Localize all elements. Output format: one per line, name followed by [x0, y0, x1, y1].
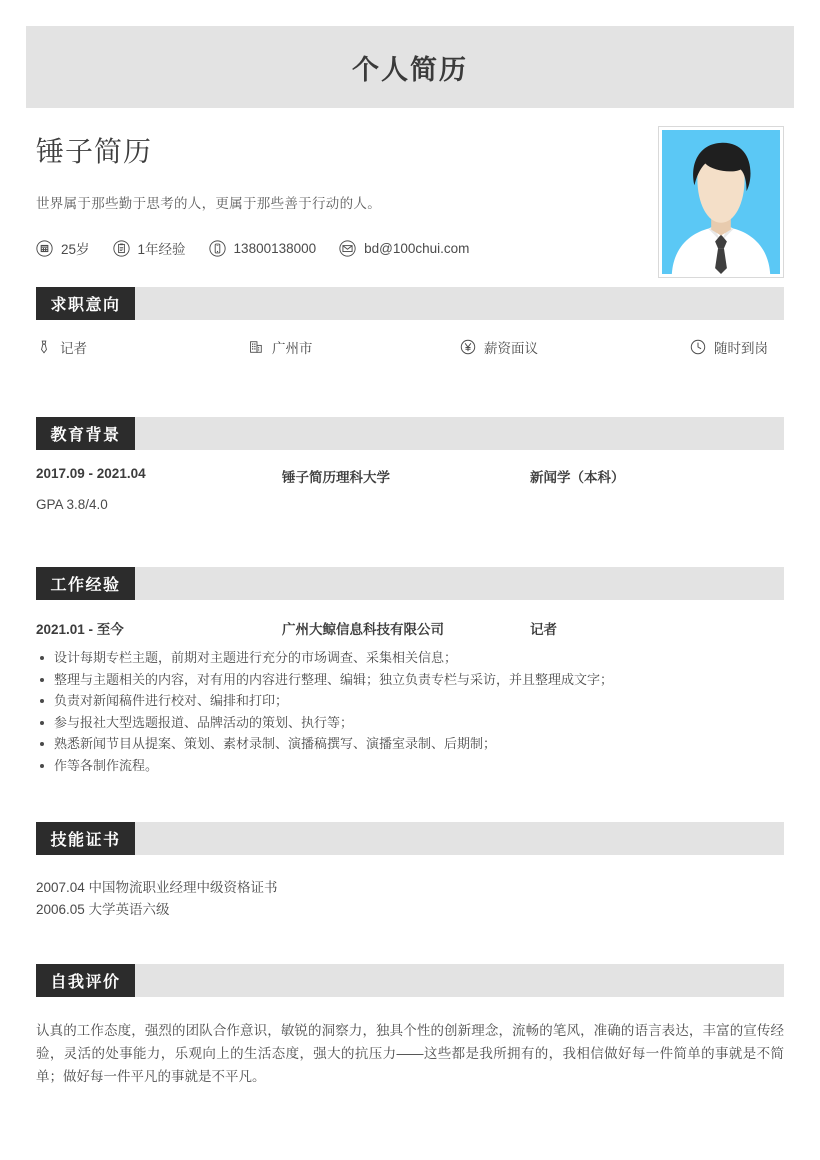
contact-item-experience — [113, 238, 186, 258]
section-self-evaluation — [0, 964, 784, 1088]
list-item: 设计每期专栏主题，前期对主题进行充分的市场调查、采集相关信息； — [36, 647, 784, 669]
education-major: 新闻学（本科） — [530, 470, 625, 485]
profile-details — [36, 126, 469, 258]
section-certificates — [0, 822, 784, 921]
education-entry-row — [36, 466, 784, 486]
work-period: 2021.01 - 至今 — [36, 622, 124, 637]
section-header-job-intention — [36, 287, 784, 320]
section-header-self-evaluation — [36, 964, 784, 997]
list-item: 整理与主题相关的内容，对有用的内容进行整理、编辑；独立负责专栏与采访，并且整理成文字； — [36, 669, 784, 691]
job-intention-city — [248, 337, 460, 357]
self-evaluation-body — [36, 1019, 784, 1088]
job-intention-row — [36, 337, 784, 357]
candidate-name: 锤子简历 — [36, 136, 153, 167]
work-position: 记者 — [530, 622, 557, 637]
job-intention-availability-value: 随时到岗 — [714, 341, 768, 356]
certificate-line: 2006.05 大学英语六级 — [36, 902, 170, 917]
yen-icon — [460, 339, 476, 355]
job-intention-salary — [460, 337, 690, 357]
work-entry-row — [36, 618, 784, 638]
education-detail: GPA 3.8/4.0 — [36, 497, 108, 512]
work-entries — [36, 618, 784, 776]
contact-value-email: bd@100chui.com — [364, 240, 470, 256]
education-period: 2017.09 - 2021.04 — [36, 466, 146, 481]
page-title: 个人简历 — [352, 54, 468, 85]
self-evaluation-text: 认真的工作态度，强烈的团队合作意识，敏锐的洞察力，独具个性的创新理念，流畅的笔风，准确的语言表达，丰富的宣传经验，灵活的处事能力，乐观向上的生活态度，强大的抗压力——这些都是我所拥有的，我相信做好每一件简单的事就是不简单；做好每一件平凡的事就是不平凡。 — [36, 1023, 784, 1084]
tie-icon — [36, 339, 52, 355]
section-title-job-intention: 求职意向 — [36, 287, 135, 320]
education-school: 锤子简历理科大学 — [282, 470, 390, 485]
contact-value-experience: 1年经验 — [137, 242, 186, 257]
section-title-certificates: 技能证书 — [36, 822, 135, 855]
contact-item-age — [36, 238, 90, 258]
section-job-intention — [0, 287, 784, 357]
envelope-icon — [339, 240, 356, 257]
list-item: 参与报社大型选题报道、品牌活动的策划、执行等； — [36, 712, 784, 734]
section-education — [0, 417, 784, 512]
contact-row — [36, 238, 469, 258]
job-intention-position — [36, 337, 248, 357]
avatar-illustration — [662, 130, 780, 274]
section-title-education: 教育背景 — [36, 417, 135, 450]
clipboard-icon — [113, 240, 130, 257]
profile-block — [36, 126, 784, 278]
section-header-certificates — [36, 822, 784, 855]
contact-item-phone — [209, 240, 317, 257]
section-header-education — [36, 417, 784, 450]
list-item: 负责对新闻稿件进行校对、编排和打印； — [36, 690, 784, 712]
calendar-icon — [36, 240, 53, 257]
contact-value-phone: 13800138000 — [233, 240, 317, 256]
contact-item-email — [339, 240, 469, 257]
job-intention-city-value: 广州市 — [272, 341, 313, 356]
list-item: 熟悉新闻节目从提案、策划、素材录制、演播稿撰写、演播室录制、后期制； — [36, 733, 784, 755]
section-title-self-evaluation: 自我评价 — [36, 964, 135, 997]
job-intention-availability — [690, 337, 784, 357]
work-company: 广州大鲸信息科技有限公司 — [282, 622, 444, 637]
phone-icon — [209, 240, 226, 257]
candidate-tagline: 世界属于那些勤于思考的人，更属于那些善于行动的人。 — [36, 196, 381, 211]
building-icon — [248, 339, 264, 355]
contact-value-age: 25岁 — [61, 242, 90, 257]
section-header-work — [36, 567, 784, 600]
resume-banner — [26, 26, 794, 108]
section-title-work: 工作经验 — [36, 567, 135, 600]
certificate-lines — [36, 877, 784, 921]
certificate-line: 2007.04 中国物流职业经理中级资格证书 — [36, 880, 278, 895]
list-item: 作等各制作流程。 — [36, 755, 784, 777]
clock-icon — [690, 339, 706, 355]
avatar — [658, 126, 784, 278]
section-work — [0, 567, 784, 776]
job-intention-position-value: 记者 — [60, 341, 87, 356]
work-duty-list — [36, 647, 784, 776]
education-entries — [36, 466, 784, 512]
job-intention-salary-value: 薪资面议 — [484, 341, 538, 356]
